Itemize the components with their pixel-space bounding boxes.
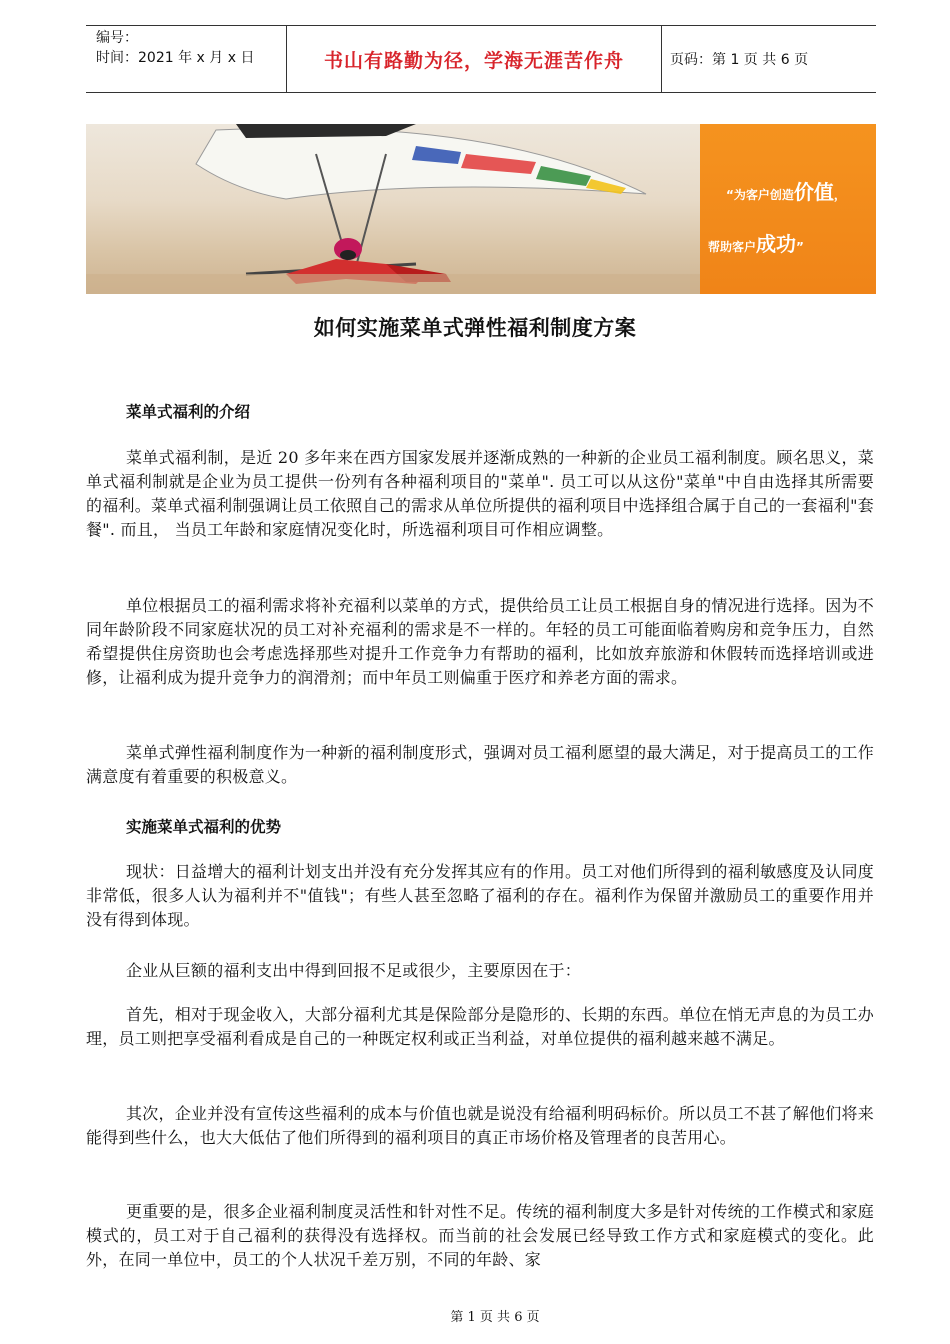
banner-hang-glider-image bbox=[86, 124, 700, 294]
paragraph-6: 首先，相对于现金收入，大部分福利尤其是保险部分是隐形的、长期的东西。单位在悄无声息的为员工办理，员工则把享受福利看成是自己的一种既定权利或正当利益，对单位提供的福利越来越不满足。 bbox=[86, 1005, 874, 1048]
banner bbox=[86, 124, 876, 294]
banner-slogan-line2: 帮助客户成功” bbox=[708, 232, 804, 256]
page-header bbox=[86, 25, 876, 93]
document-title: 如何实施菜单式弹性福利制度方案 bbox=[313, 316, 637, 340]
paragraph-7: 其次，企业并没有宣传这些福利的成本与价值也就是说没有给福利明码标价。所以员工不甚了解他们将来能得到些什么，也大大低估了他们所得到的福利项目的真正市场价格及管理者的良苦用心。 bbox=[86, 1104, 874, 1147]
banner-slogan-line1: “为客户创造价值， bbox=[726, 180, 846, 204]
paragraph-3: 菜单式弹性福利制度作为一种新的福利制度形式，强调对员工福利愿望的最大满足，对于提高员工的工作满意度有着重要的积极意义。 bbox=[86, 743, 874, 786]
paragraph-1: 菜单式福利制，是近 20 多年来在西方国家发展并逐渐成熟的一种新的企业员工福利制度。顾名思义，菜单式福利制就是企业为员工提供一份列有各种福利项目的"菜单". 员工可以从这份"菜单"中自由选择其所需要的福利。菜单式福利制强调让员工依照自己的需求从单位所提供的福利项目中选择组合属于自己的一套福利"套餐". 而且， 当员工年龄和家庭情况变化时，所选福利项目可作相应调整。 bbox=[86, 448, 874, 539]
paragraph-2: 单位根据员工的福利需求将补充福利以菜单的方式，提供给员工让员工根据自身的情况进行选择。因为不同年龄阶段不同家庭状况的员工对补充福利的需求是不一样的。年轻的员工可能面临着购房和竞争压力，自然希望提供住房资助也会考虑选择那些对提升工作竞争力有帮助的福利，比如放弃旅游和休假转而选择培训或进修，让福利成为提升竞争力的润滑剂；而中年员工则偏重于医疗和养老方面的需求。 bbox=[86, 596, 874, 687]
header-number-label: 编号： bbox=[96, 30, 138, 46]
section-heading-intro: 菜单式福利的介绍 bbox=[126, 403, 251, 421]
header-motto: 书山有路勤为径，学海无涯苦作舟 bbox=[286, 26, 662, 92]
header-time-label: 时间：2021 年 x 月 x 日 bbox=[96, 50, 255, 66]
section-heading-advantages: 实施菜单式福利的优势 bbox=[126, 818, 282, 836]
header-page-info: 页码：第 1 页 共 6 页 bbox=[670, 52, 809, 68]
header-meta bbox=[86, 26, 286, 92]
banner-slogan-panel bbox=[700, 124, 876, 294]
paragraph-8: 更重要的是，很多企业福利制度灵活性和针对性不足。传统的福利制度大多是针对传统的工作模式和家庭模式的，员工对于自己福利的获得没有选择权。而当前的社会发展已经导致工作方式和家庭模式的变化。此外，在同一单位中，员工的个人状况千差万别，不同的年龄、家 bbox=[86, 1202, 874, 1269]
page-footer: 第 1 页 共 6 页 bbox=[450, 1310, 540, 1325]
paragraph-4: 现状：日益增大的福利计划支出并没有充分发挥其应有的作用。员工对他们所得到的福利敏感度及认同度非常低，很多人认为福利并不"值钱"；有些人甚至忽略了福利的存在。福利作为保留并激励员工的重要作用并没有得到体现。 bbox=[86, 862, 874, 929]
paragraph-5: 企业从巨额的福利支出中得到回报不足或很少，主要原因在于： bbox=[126, 961, 582, 980]
